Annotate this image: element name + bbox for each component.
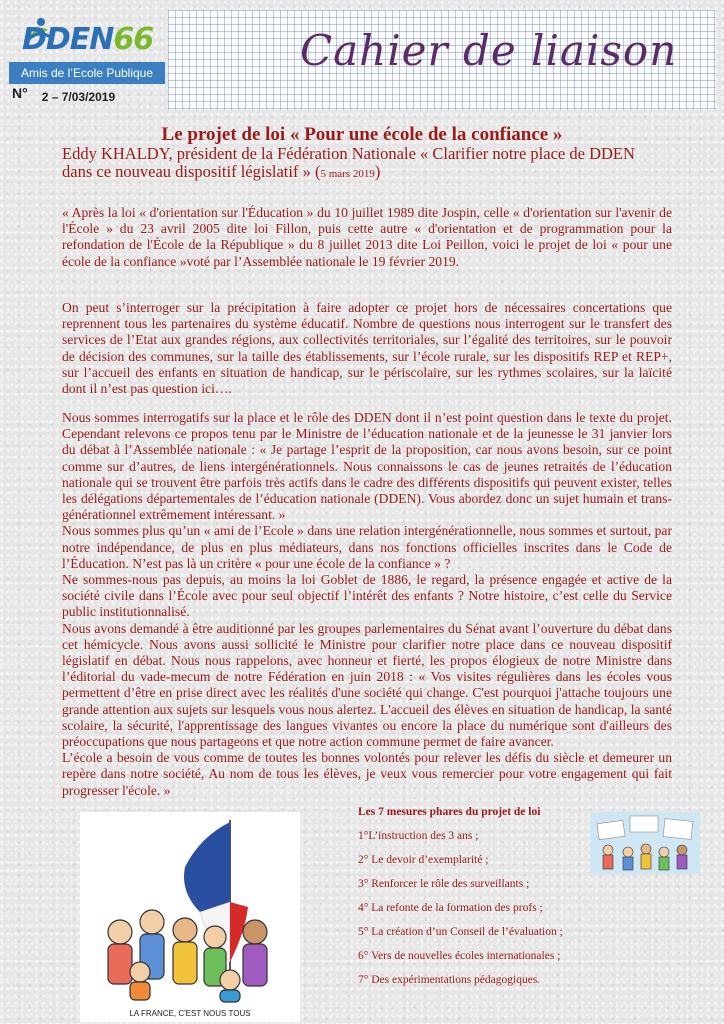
logo-number: 66 bbox=[113, 22, 154, 57]
issue-value: 2 – 7/03/2019 bbox=[41, 90, 116, 104]
list-item: 4° La refonte de la formation des profs ; bbox=[358, 902, 543, 914]
byline-close: ) bbox=[374, 162, 381, 181]
measures-title: Les 7 mesures phares du projet de loi bbox=[358, 806, 541, 818]
logo-wordmark bbox=[22, 22, 153, 57]
paragraph-intro: « Après la loi « d'orientation sur l'Éducation » du 10 juillet 1989 dite Jospin, celle « d'orientation sur l'avenir de l'École » du 23 avril 2005 dite loi Fillon, puis cette autre « d'orientation et de programmation pour la refondation de l'École de la République » du 8 juillet 2013 dite Loi Peillon, voici le projet de loi « pour une école de la confiance »voté par l’Assemblée nationale le 19 février 2019. bbox=[62, 205, 672, 269]
logo-text: DDEN bbox=[22, 22, 114, 57]
tagline-band: Amis de l’Ecole Publique bbox=[9, 62, 165, 84]
paragraph-closing: L’école a besoin de vous comme de toutes les bonnes volontés pour relever les défis du siècle et demeurer un repère dans notre société, Au nom de tous les élèves, je veux vous remercier pour votre engagement qui fait progresser l'école. » bbox=[62, 750, 672, 798]
article-byline bbox=[62, 145, 662, 183]
paragraph-dden-role: Nous sommes interrogatifs sur la place et le rôle des DDEN dont il n’est point question dans le texte du projet. Cependant relevons ce propos tenu par le Ministre de l’éducation nationale et de la jeunesse le 31 janvier lors du débat à l’Assemblée nationale : « Je partage l’esprit de la proposition, car nous avons besoin, sur ce point comme sur d’autres, de liens intergénérationnels. Nous connaissons le cas de jeunes retraités de l’éducation nationale qui se trouvent être parfois très actifs dans le cadre des différents dispositifs qui peuvent exister, telles les délégations départementales de l’éducation nationale (DDEN). Vous abordez donc un sujet humain et trans-générationnel extrêmement intéressant. » bbox=[62, 410, 672, 523]
paragraph-senate: Nous avons demandé à être auditionné par les groupes parlementaires du Sénat avant l’ouverture du débat dans cet hémicycle. Nous avons aussi sollicité le Ministre pour clarifier notre place dans ce nouveau dispositif législatif en débat. Nous nous rappelons, avec honneur et fierté, les propos élogieux de notre Ministre dans l’éditorial du vade-mecum de notre Fédération en juin 2018 : « Vos visites régulières dans les écoles vous permettent d’être en prise direct avec les réalités d'une société qui change. C'est pourquoi j'attache toujours une grande attention aux sujets sur lesquels vous nous alertez. L'accueil des élèves en situation de handicap, la santé scolaire, la sécurité, l'apprentissage des langues vivantes ou encore la place du numérique sont d'ailleurs des préoccupations que nous partageons et que notre action commune permet de faire avancer. bbox=[62, 620, 672, 750]
children-flag-illustration bbox=[80, 812, 300, 1022]
list-item: 3° Renforcer le rôle des surveillants ; bbox=[358, 878, 530, 890]
paragraph-ami-ecole: Nous sommes plus qu’un « ami de l’Ecole » dans une relation intergénérationnelle, nous sommes et surtout, par notre indépendance, de plus en plus médiateurs, dans nos fonctions officielles inscrites dans le Code de l’Éducation. N’est pas là un critère « pour une école de la confiance » ? bbox=[62, 523, 672, 571]
paragraph-history: Ne sommes-nous pas depuis, au moins la loi Goblet de 1886, le regard, la présence engagée et active de la société civile dans l’École avec pour seul objectif l’intérêt des enfants ? Notre histoire, c’est celle du Service public institutionnalisé. bbox=[62, 572, 672, 620]
paragraph-questions: On peut s’interroger sur la précipitation à faire adopter ce projet hors de nécessaires concertations que reprennent tous les partenaires du système éducatif. Nombre de questions nous interrogent sur le transfert des services de l’Etat aux grandes régions, aux collectivités territoriales, sur l’égalité des territoires, sur le pouvoir de décision des communes, sur la taille des établissements, sur l’école rurale, sur les dispositifs REP et REP+, sur l’accueil des enfants en situation de handicap, sur le périscolaire, sur les rythmes scolaires, sur la laïcité dont il n’est pas question ici…. bbox=[62, 300, 672, 397]
article-headline: Le projet de loi « Pour une école de la confiance » bbox=[161, 124, 563, 145]
issue-label: N° bbox=[12, 85, 28, 101]
protest-signs-illustration bbox=[590, 812, 700, 874]
byline-date: 5 mars 2019 bbox=[320, 168, 375, 180]
issue-number bbox=[12, 85, 116, 104]
list-item: 5° La création d’un Conseil de l’évaluation ; bbox=[358, 926, 563, 938]
illustration-caption: LA FRANCE, C'EST NOUS TOUS bbox=[129, 1009, 251, 1018]
list-item: 1°L’instruction des 3 ans ; bbox=[358, 830, 479, 842]
list-item: 6° Vers de nouvelles écoles internationales ; bbox=[358, 950, 561, 962]
list-item: 2° Le devoir d’exemplarité ; bbox=[358, 854, 489, 866]
measures-list bbox=[358, 806, 588, 986]
article-body bbox=[62, 410, 672, 799]
byline-text: Eddy KHALDY, président de la Fédération Nationale « Clarifier notre place de DDEN dans ce nouveau dispositif législatif » ( bbox=[62, 144, 635, 181]
list-item: 7° Des expérimentations pédagogiques. bbox=[358, 974, 541, 986]
newsletter-title: Cahier de liaison bbox=[300, 26, 678, 75]
